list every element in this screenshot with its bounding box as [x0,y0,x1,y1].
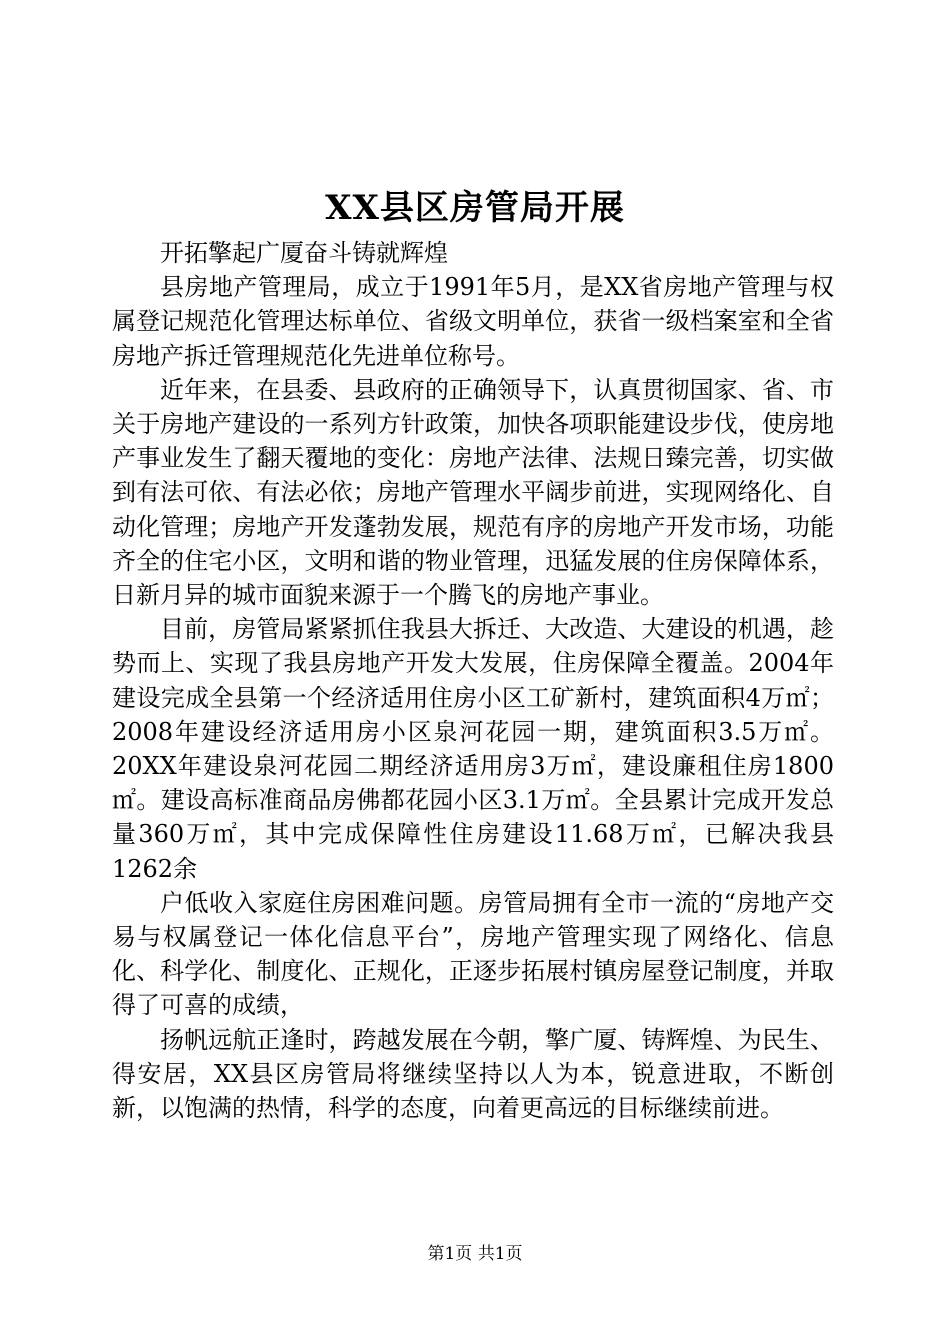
paragraph-intro: 县房地产管理局，成立于1991年5月，是XX省房地产管理与权属登记规范化管理达标单位、省级文明单位，获省一级档案室和全省房地产拆迁管理规范化先进单位称号。 [112,273,834,370]
paragraph-construction: 目前，房管局紧紧抓住我县大拆迁、大改造、大建设的机遇，趁势而上、实现了我县房地产开发大发展，住房保障全覆盖。2004年建设完成全县第一个经济适用住房小区工矿新村，建筑面积4万㎡；2008年建设经济适用房小区泉河花园一期，建筑面积3.5万㎡。20XX年建设泉河花园二期经济适用房3万㎡，建设廉租住房1800㎡。建设高标准商品房佛都花园小区3.1万㎡。全县累计完成开发总量360万㎡，其中完成保障性住房建设11.68万㎡，已解决我县1262余 [112,615,834,883]
document-body [112,236,834,1125]
document-subtitle: 开拓擎起广厦奋斗铸就辉煌 [160,239,448,267]
paragraph-achievements: 近年来，在县委、县政府的正确领导下，认真贯彻国家、省、市关于房地产建设的一系列方针政策，加快各项职能建设步伐，使房地产事业发生了翻天覆地的变化：房地产法律、法规日臻完善，切实做到有法可依、有法必依；房地产管理水平阔步前进，实现网络化、自动化管理；房地产开发蓬勃发展，规范有序的房地产开发市场，功能齐全的住宅小区，文明和谐的物业管理，迅猛发展的住房保障体系，日新月异的城市面貌来源于一个腾飞的房地产事业。 [112,375,834,610]
paragraph-information-platform: 户低收入家庭住房困难问题。房管局拥有全市一流的“房地产交易与权属登记一体化信息平台”，房地产管理实现了网络化、信息化、科学化、制度化、正规化，正逐步拓展村镇房屋登记制度，并取得了可喜的成绩， [112,888,834,1020]
page-footer: 第1页 共1页 [427,1244,523,1264]
document-title: XX县区房管局开展 [325,188,625,228]
paragraph-outlook: 扬帆远航正逢时，跨越发展在今朝，擎广厦、铸辉煌、为民生、得安居，XX县区房管局将继续坚持以人为本，锐意进取，不断创新，以饱满的热情，科学的态度，向着更高远的目标继续前进。 [112,1025,834,1123]
